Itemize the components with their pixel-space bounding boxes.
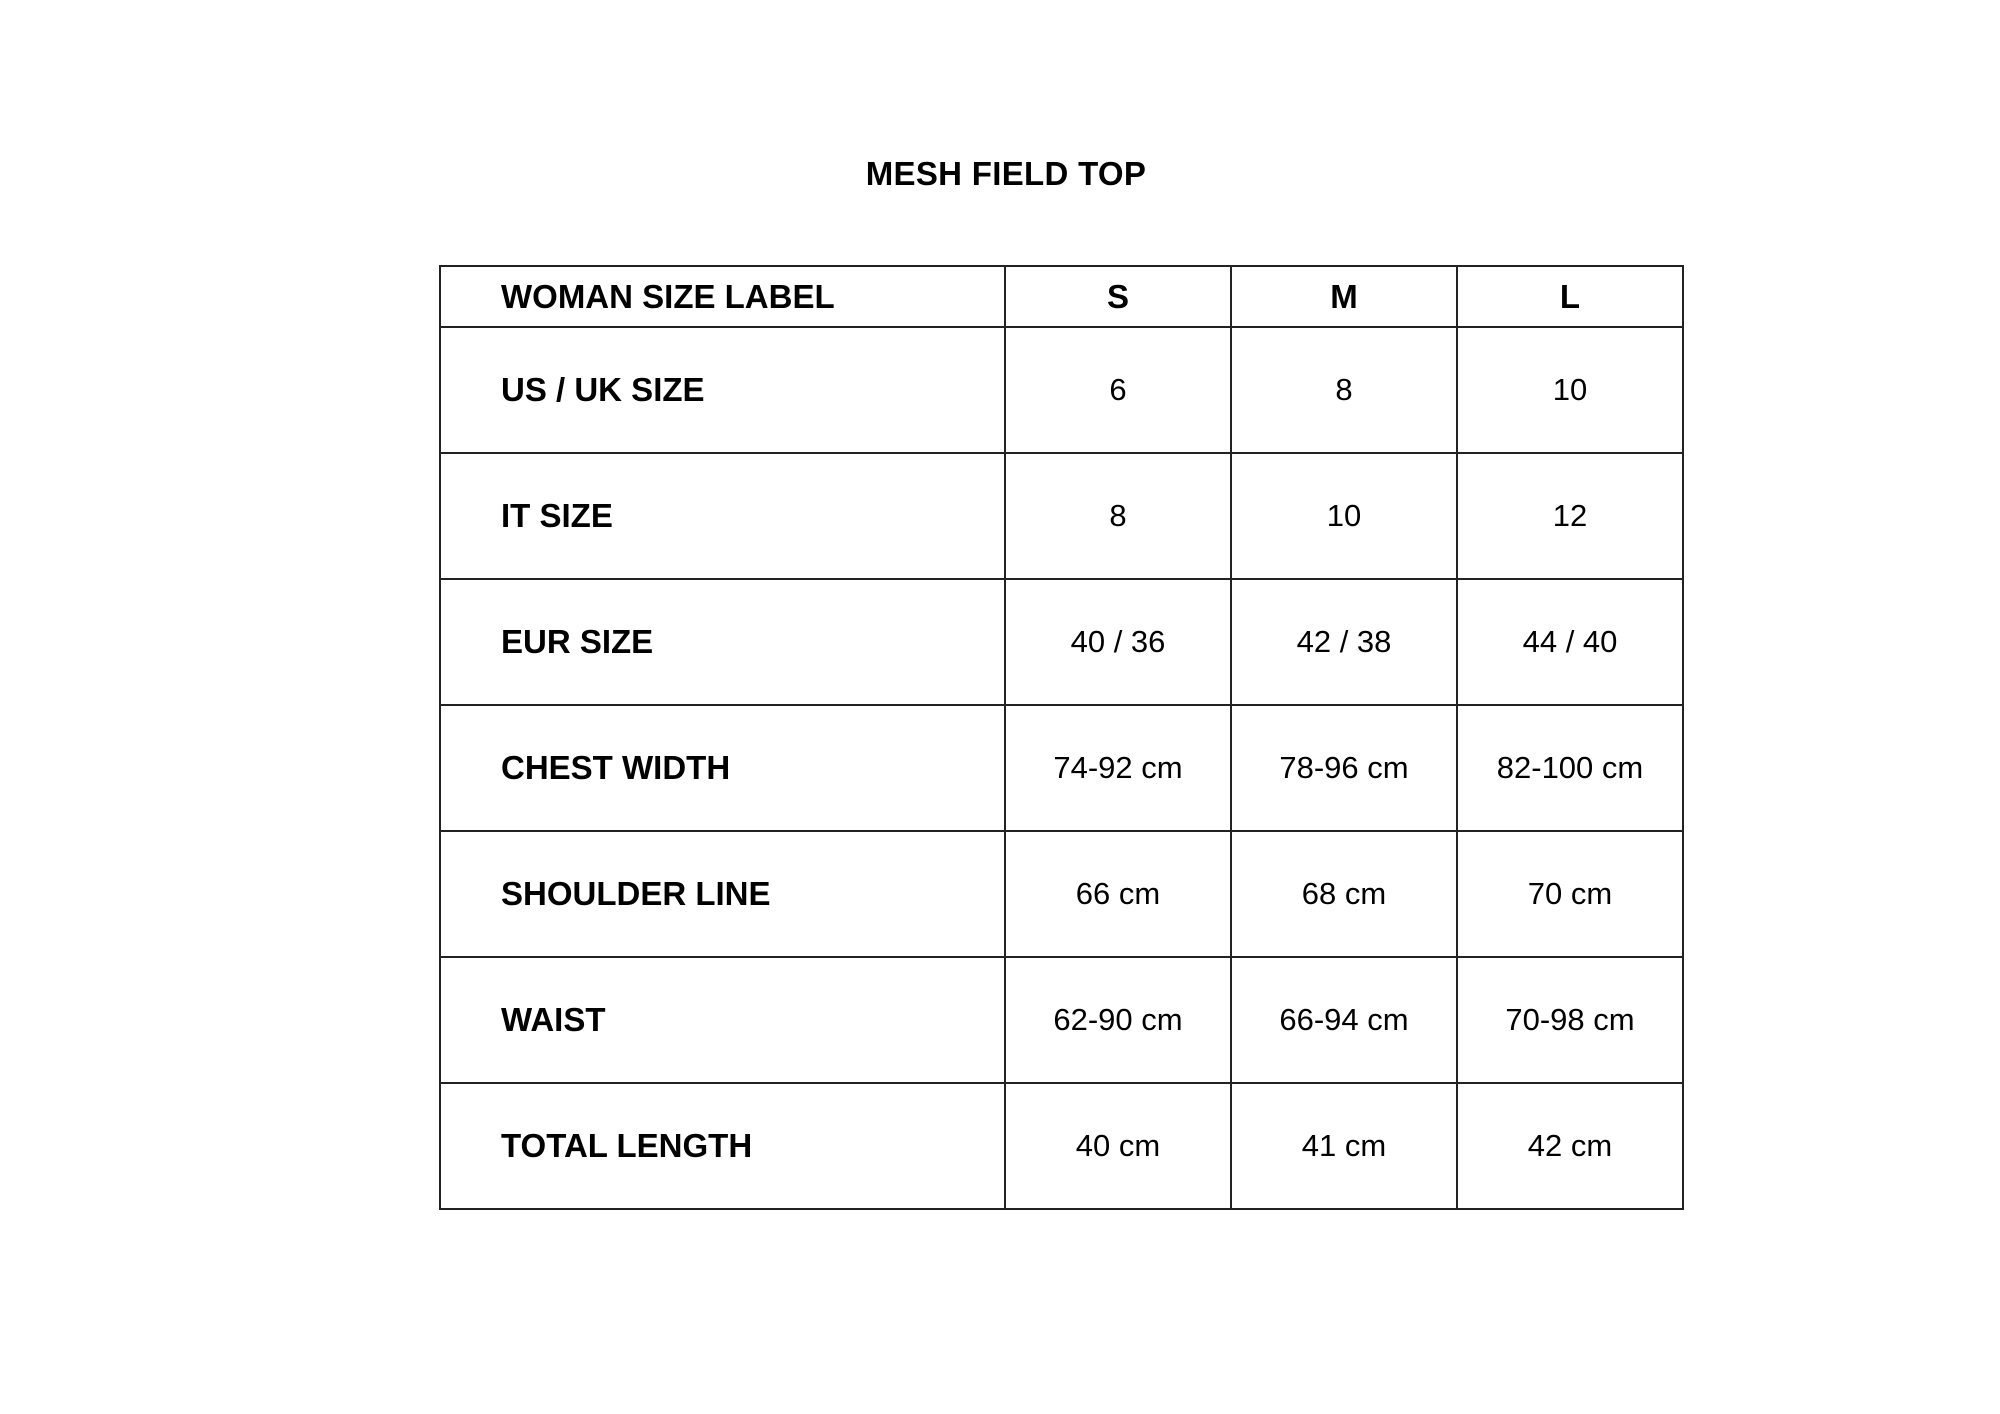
header-size-m: M — [1231, 266, 1457, 327]
table-row — [440, 1083, 1683, 1209]
cell-value: 40 cm — [1005, 1083, 1231, 1209]
cell-value: 66 cm — [1005, 831, 1231, 957]
size-chart-table — [439, 265, 1684, 1210]
table-row — [440, 453, 1683, 579]
table-row — [440, 579, 1683, 705]
page-title: MESH FIELD TOP — [865, 155, 1147, 192]
cell-value: 70 cm — [1457, 831, 1683, 957]
table-row — [440, 957, 1683, 1083]
cell-value: 6 — [1005, 327, 1231, 453]
table-row — [440, 705, 1683, 831]
table-header-row — [440, 266, 1683, 327]
cell-value: 8 — [1005, 453, 1231, 579]
row-label: IT SIZE — [440, 453, 1005, 579]
cell-value: 70-98 cm — [1457, 957, 1683, 1083]
row-label: TOTAL LENGTH — [440, 1083, 1005, 1209]
header-size-s: S — [1005, 266, 1231, 327]
row-label: CHEST WIDTH — [440, 705, 1005, 831]
table-row — [440, 831, 1683, 957]
cell-value: 74-92 cm — [1005, 705, 1231, 831]
row-label: SHOULDER LINE — [440, 831, 1005, 957]
row-label: EUR SIZE — [440, 579, 1005, 705]
cell-value: 82-100 cm — [1457, 705, 1683, 831]
cell-value: 62-90 cm — [1005, 957, 1231, 1083]
cell-value: 10 — [1231, 453, 1457, 579]
cell-value: 8 — [1231, 327, 1457, 453]
cell-value: 78-96 cm — [1231, 705, 1457, 831]
cell-value: 40 / 36 — [1005, 579, 1231, 705]
cell-value: 12 — [1457, 453, 1683, 579]
row-label: US / UK SIZE — [440, 327, 1005, 453]
cell-value: 42 / 38 — [1231, 579, 1457, 705]
row-label: WAIST — [440, 957, 1005, 1083]
cell-value: 41 cm — [1231, 1083, 1457, 1209]
cell-value: 10 — [1457, 327, 1683, 453]
cell-value: 68 cm — [1231, 831, 1457, 957]
header-label-cell: WOMAN SIZE LABEL — [440, 266, 1005, 327]
header-size-l: L — [1457, 266, 1683, 327]
table-row — [440, 327, 1683, 453]
cell-value: 44 / 40 — [1457, 579, 1683, 705]
cell-value: 66-94 cm — [1231, 957, 1457, 1083]
cell-value: 42 cm — [1457, 1083, 1683, 1209]
